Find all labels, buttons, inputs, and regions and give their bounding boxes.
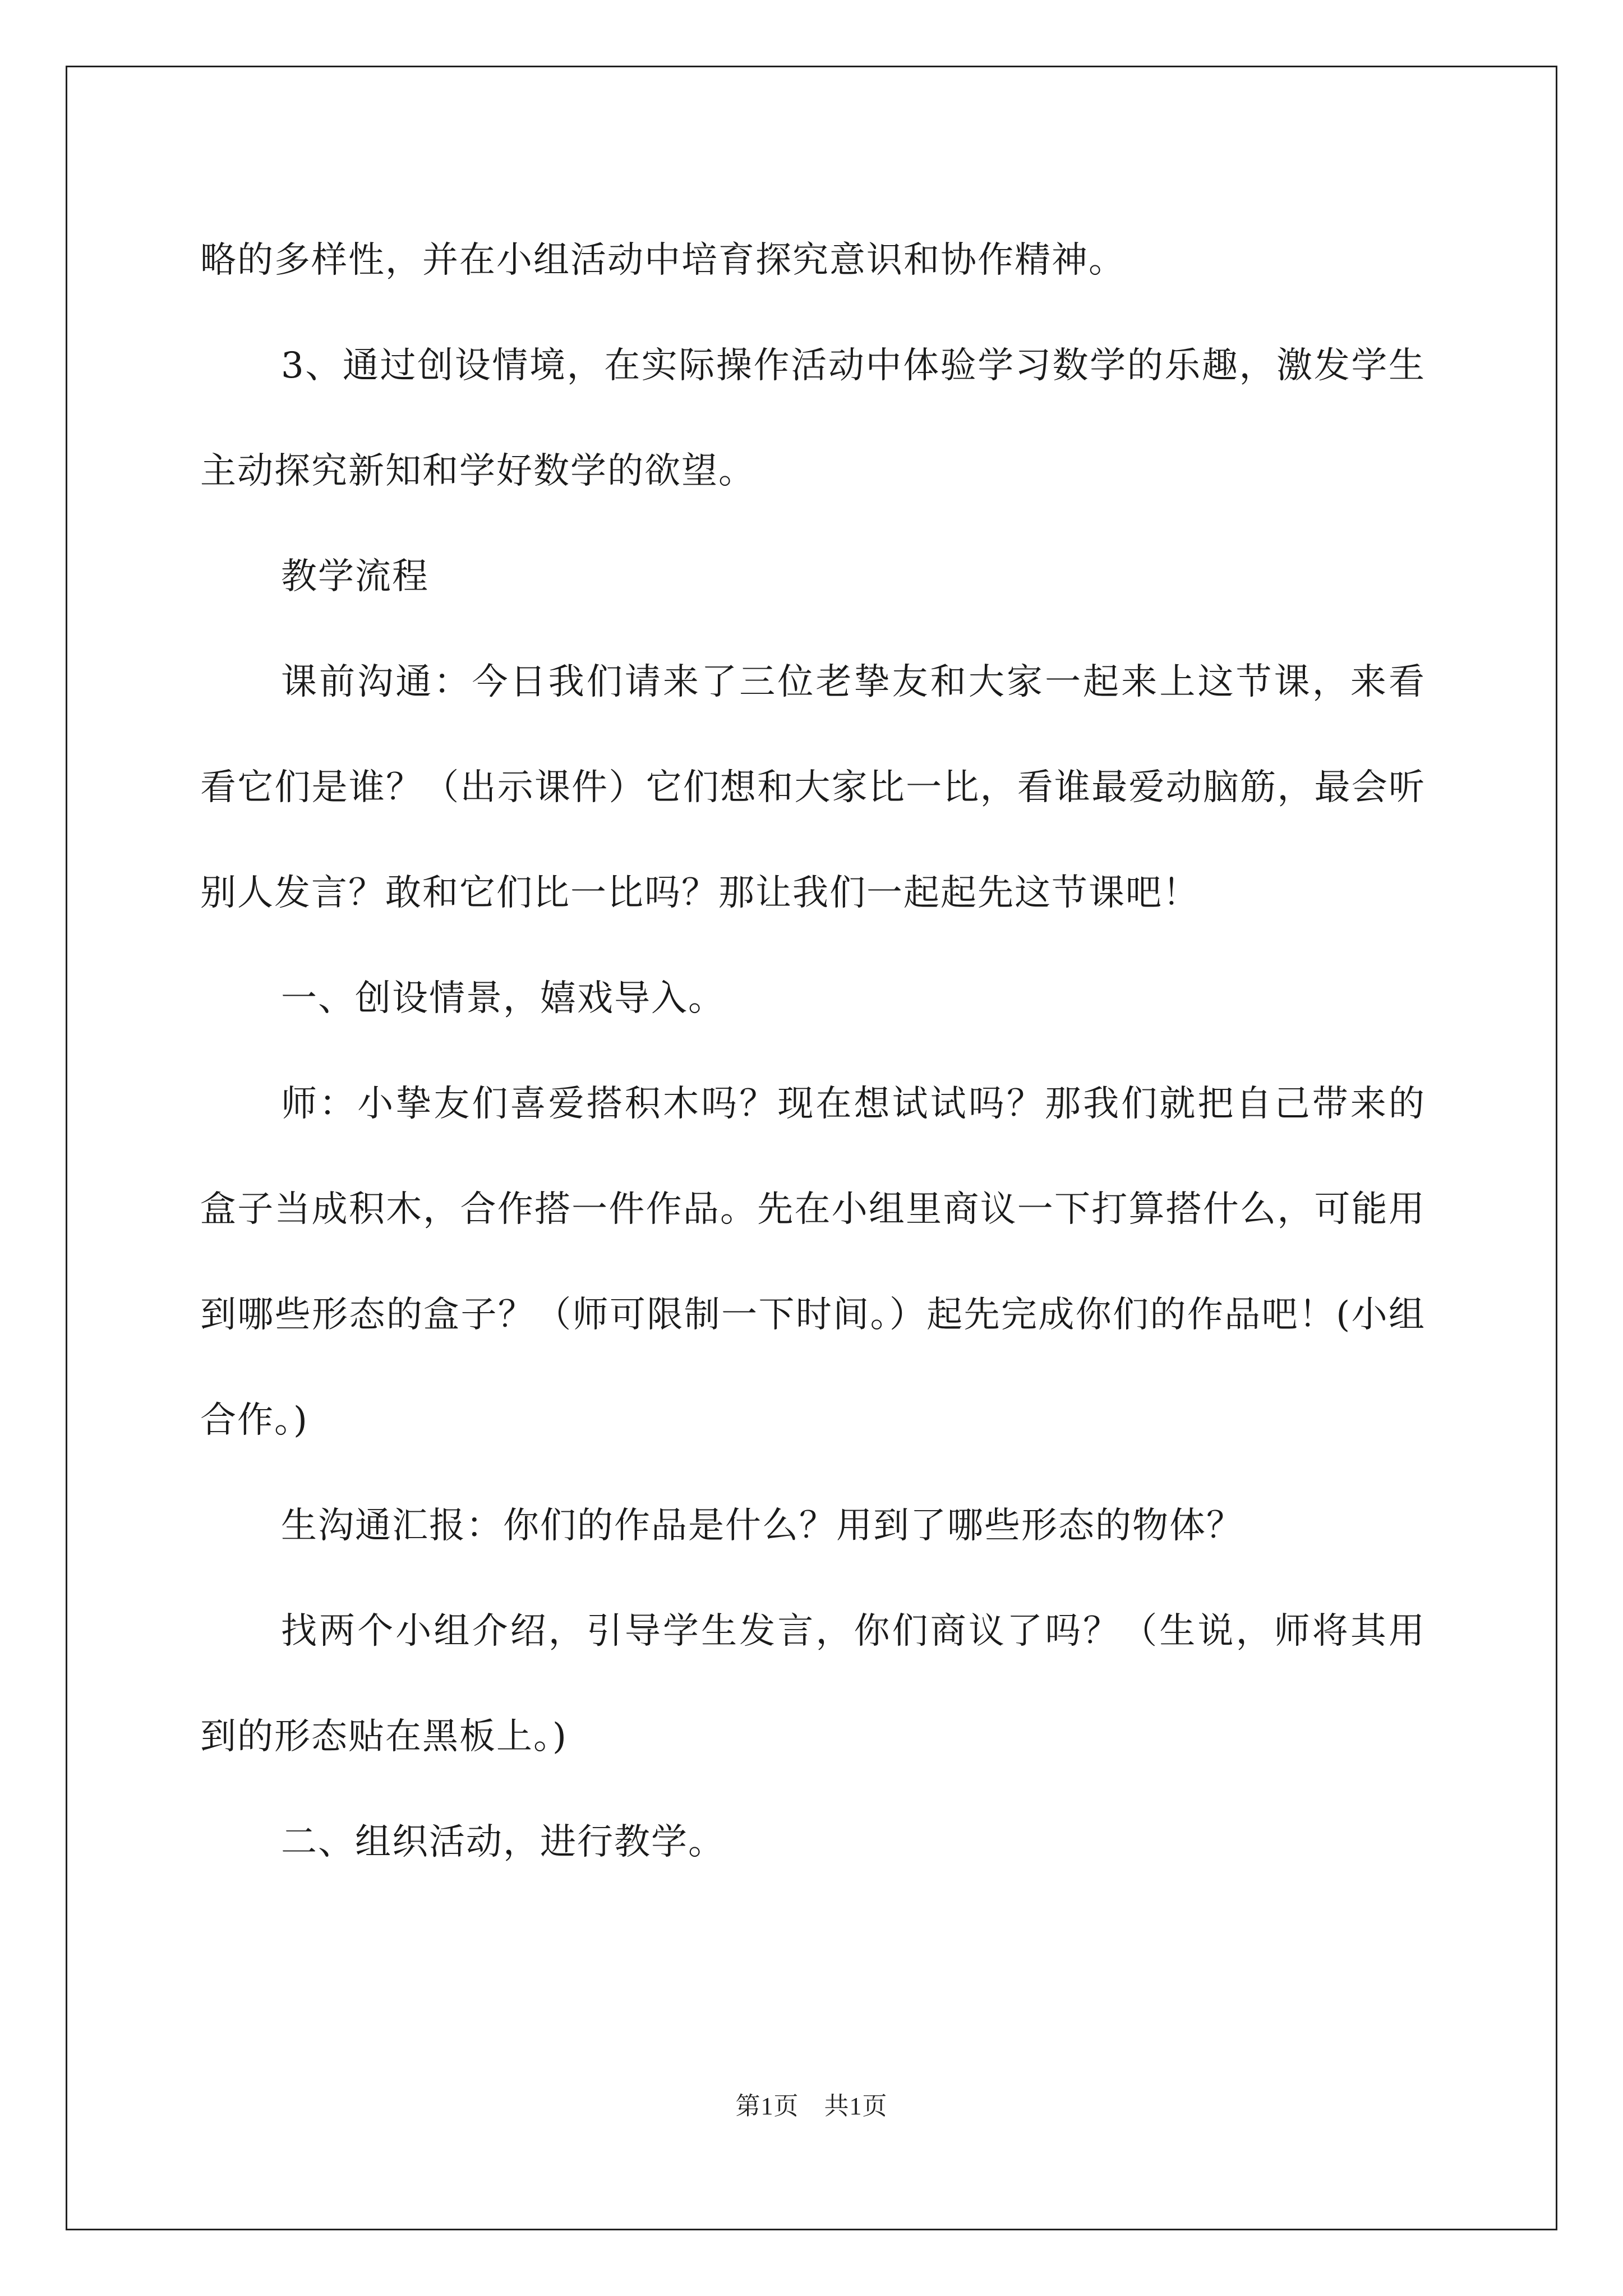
section-heading: 二、组织活动，进行教学。 [281,1821,725,1863]
section-heading: 教学流程 [281,556,429,597]
paragraph: 课前沟通：今日我们请来了三位老挚友和大家一起来上这节课，来看看它们是谁？（出示课件）它们想和大家比一比，看谁最爱动脑筋，最会听别人发言？敢和它们比一比吗？那让我们一起起先这节课吧！ [200,661,1426,914]
section-heading: 一、创设情景，嬉戏导入。 [281,978,725,1019]
paragraph: 生沟通汇报：你们的作品是什么？用到了哪些形态的物体？ [281,1505,1243,1547]
paragraph: 师：小挚友们喜爱搭积木吗？现在想试试吗？那我们就把自己带来的盒子当成积木，合作搭一件作品。先在小组里商议一下打算搭什么，可能用到哪些形态的盒子？（师可限制一下时间。）起先完成你们的作品吧！(小组合作。) [200,1083,1426,1441]
paragraph: 找两个小组介绍，引导学生发言，你们商议了吗？（生说，师将其用到的形态贴在黑板上。) [200,1611,1426,1757]
paragraph: 略的多样性，并在小组活动中培育探究意识和协作精神。 [200,240,1126,281]
paragraph: 3、通过创设情境，在实际操作活动中体验学习数学的乐趣，激发学生主动探究新知和学好数学的欲望。 [200,345,1426,492]
page-number: 第1页 共1页 [735,2092,888,2120]
document-body [200,208,1426,1895]
